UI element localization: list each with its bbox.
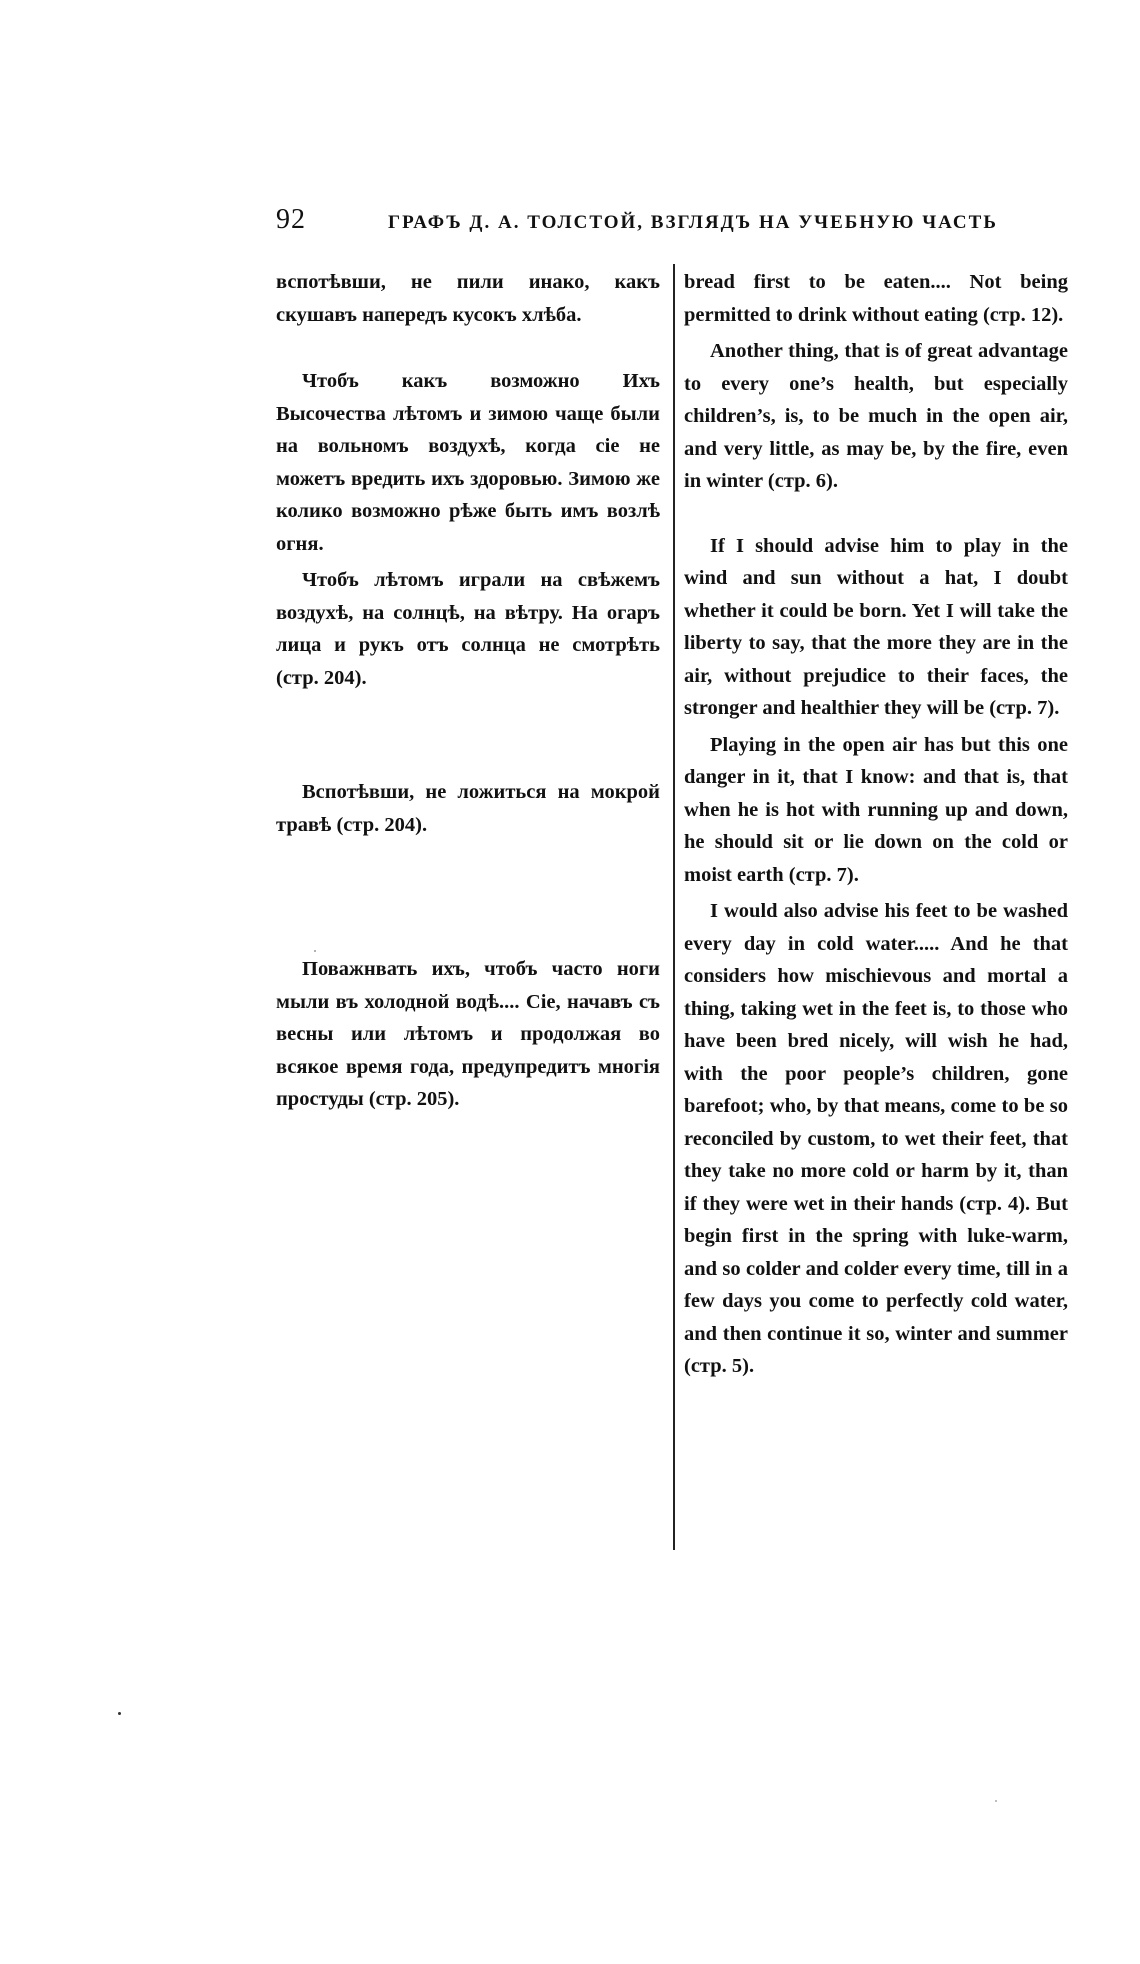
scan-speck — [995, 1800, 997, 1802]
page-number: 92 — [276, 204, 306, 235]
english-paragraph-1: bread first to be eaten.... Not being permitted to drink without eating (стр. 12). — [684, 271, 1068, 326]
scan-speck — [314, 950, 316, 952]
russian-paragraph-5: Поважнвать ихъ, чтобъ часто ноги мыли въ холодной водѣ.... Сіе, начавъ съ весны или лѣтомъ и продолжая во всякое время года, предупредитъ многія простуды (стр. 205). — [276, 958, 660, 1110]
running-title: ГРАФЪ Д. А. ТОЛСТОЙ, ВЗГЛЯДЪ НА УЧЕБНУЮ ЧАСТЬ — [388, 212, 998, 233]
russian-paragraph-2: Чтобъ какъ возможно Ихъ Высочества лѣтомъ и зимою чаще были на вольномъ воздухѣ, когда сіе не можетъ вредить ихъ здоровью. Зимою же колико возможно рѣже быть имъ возлѣ огня. — [276, 370, 660, 555]
column-divider — [673, 264, 675, 1550]
russian-paragraph-1: вспотѣвши, не пили инако, какъ скушавъ напередъ кусокъ хлѣба. — [276, 271, 660, 326]
english-paragraph-3: If I should advise him to play in the wind and sun without a hat, I doubt whether it could be born. Yet I will take the liberty to say, that the more they are in the air, without prejudice to their faces, the stronger and healthier they will be (стр. 7). — [684, 534, 1068, 719]
english-column — [684, 266, 1068, 1383]
russian-paragraph-4: Вспотѣвши, не ложиться на мокрой травѣ (стр. 204). — [276, 781, 660, 836]
english-paragraph-4: Playing in the open air has but this one danger in it, that I know: and that is, that when he is hot with running up and down, he should sit or lie down on the cold or moist earth (стр. 7). — [684, 733, 1068, 886]
english-paragraph-5: I would also advise his feet to be washed every day in cold water..... And he that considers how mischievous and mortal a thing, taking wet in the feet is, to those who have been bred nicely, will wish he had, with the poor people’s children, gone barefoot; who, by that means, come to be so reconciled by custom, to wet their feet, that they take no more cold or harm by it, than if they were wet in their hands (стр. 4). But begin first in the spring with luke-warm, and so colder and colder every time, till in a few days you come to perfectly cold water, and then continue it so, winter and summer (стр. 5). — [684, 900, 1068, 1377]
page-header — [276, 204, 996, 244]
russian-paragraph-3: Чтобъ лѣтомъ играли на свѣжемъ воздухѣ, на солнцѣ, на вѣтру. На огаръ лица и рукъ отъ солнца не смотрѣть (стр. 204). — [276, 569, 660, 689]
english-paragraph-2: Another thing, that is of great advantage to every one’s health, but especially children’s, is, to be much in the open air, and very little, as may be, by the fire, even in winter (стр. 6). — [684, 340, 1068, 492]
scan-speck — [118, 1712, 121, 1715]
russian-column — [276, 266, 660, 1116]
